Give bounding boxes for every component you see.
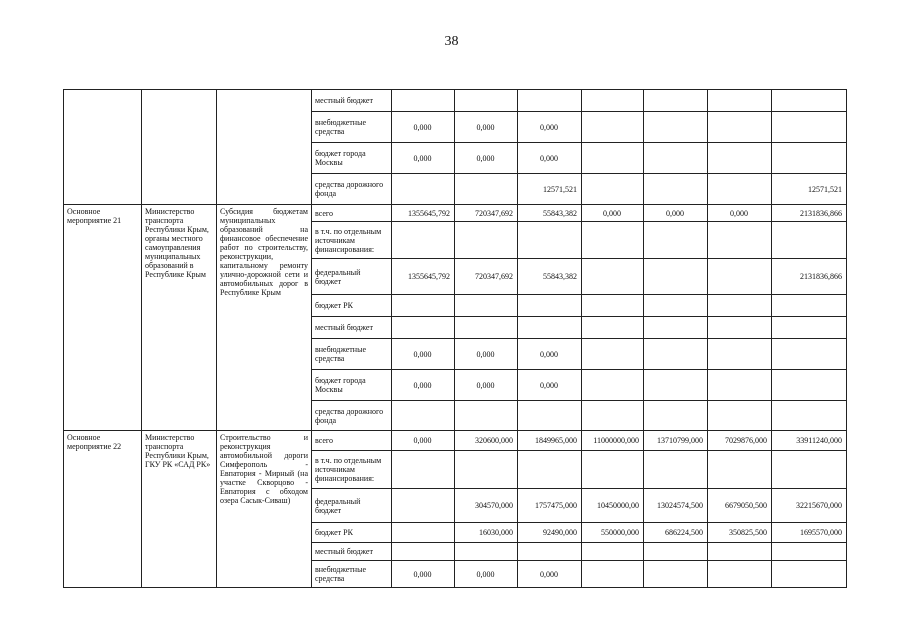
value-cell (582, 174, 644, 205)
source-cell: всего (312, 431, 392, 451)
value-cell: 0,000 (392, 339, 455, 370)
source-cell: в т.ч. по отдельным источникам финансирования: (312, 222, 392, 259)
value-cell (392, 523, 455, 543)
value-cell: 12571,521 (772, 174, 847, 205)
value-cell: 1695570,000 (772, 523, 847, 543)
value-cell: 33911240,000 (772, 431, 847, 451)
source-cell: федеральный бюджет (312, 259, 392, 295)
value-cell (708, 370, 772, 401)
value-cell (455, 543, 518, 561)
value-cell: 16030,000 (455, 523, 518, 543)
value-cell: 55843,382 (518, 259, 582, 295)
value-cell: 12571,521 (518, 174, 582, 205)
value-cell: 55843,382 (518, 205, 582, 222)
value-cell (455, 174, 518, 205)
value-cell (708, 259, 772, 295)
value-cell (518, 90, 582, 112)
name-cell: Основное мероприятие 22 (64, 431, 142, 588)
value-cell (644, 112, 708, 143)
source-cell: бюджет РК (312, 523, 392, 543)
value-cell (644, 143, 708, 174)
value-cell (455, 295, 518, 317)
value-cell (644, 259, 708, 295)
value-cell: 0,000 (392, 370, 455, 401)
source-cell: в т.ч. по отдельным источникам финансирования: (312, 451, 392, 489)
value-cell (582, 451, 644, 489)
value-cell (708, 143, 772, 174)
value-cell (708, 543, 772, 561)
value-cell (518, 317, 582, 339)
value-cell (772, 143, 847, 174)
value-cell (392, 451, 455, 489)
source-cell: бюджет города Москвы (312, 143, 392, 174)
value-cell (455, 451, 518, 489)
value-cell (582, 222, 644, 259)
source-cell: бюджет города Москвы (312, 370, 392, 401)
value-cell (644, 339, 708, 370)
value-cell: 1355645,792 (392, 205, 455, 222)
value-cell: 13024574,500 (644, 489, 708, 523)
value-cell (455, 90, 518, 112)
value-cell: 0,000 (518, 143, 582, 174)
value-cell (582, 543, 644, 561)
value-cell: 0,000 (392, 112, 455, 143)
source-cell: внебюджетные средства (312, 561, 392, 588)
value-cell (518, 222, 582, 259)
value-cell: 0,000 (455, 112, 518, 143)
value-cell (772, 90, 847, 112)
value-cell: 0,000 (644, 205, 708, 222)
value-cell: 0,000 (455, 339, 518, 370)
value-cell (708, 112, 772, 143)
value-cell (772, 401, 847, 431)
value-cell (582, 401, 644, 431)
value-cell (392, 489, 455, 523)
value-cell (582, 295, 644, 317)
executor-cell (142, 90, 217, 205)
value-cell: 350825,500 (708, 523, 772, 543)
value-cell (708, 174, 772, 205)
value-cell: 686224,500 (644, 523, 708, 543)
value-cell (582, 259, 644, 295)
value-cell (772, 112, 847, 143)
source-cell: всего (312, 205, 392, 222)
value-cell (455, 317, 518, 339)
value-cell (582, 90, 644, 112)
value-cell: 2131836,866 (772, 259, 847, 295)
table-row (64, 431, 847, 451)
value-cell (644, 451, 708, 489)
value-cell (392, 90, 455, 112)
value-cell (644, 370, 708, 401)
page-number: 38 (444, 34, 459, 49)
value-cell: 0,000 (392, 143, 455, 174)
value-cell: 7029876,000 (708, 431, 772, 451)
table-row (64, 90, 847, 112)
value-cell (582, 561, 644, 588)
value-cell (772, 295, 847, 317)
source-cell: бюджет РК (312, 295, 392, 317)
description-cell: Субсидия бюджетам муниципальных образований на финансовое обеспечение работ по строительству, реконструкции, капитальному ремонту улично-дорожной сети и автомобильных дорог в Республике Крым (217, 205, 312, 431)
name-cell: Основное мероприятие 21 (64, 205, 142, 431)
executor-cell: Министерство транспорта Республики Крым, ГКУ РК «САД РК» (142, 431, 217, 588)
value-cell (644, 561, 708, 588)
source-cell: внебюджетные средства (312, 112, 392, 143)
value-cell (708, 295, 772, 317)
value-cell: 11000000,000 (582, 431, 644, 451)
value-cell: 1757475,000 (518, 489, 582, 523)
value-cell: 0,000 (518, 370, 582, 401)
value-cell: 92490,000 (518, 523, 582, 543)
value-cell: 0,000 (708, 205, 772, 222)
source-cell: средства дорожного фонда (312, 401, 392, 431)
value-cell (455, 401, 518, 431)
table-row (64, 205, 847, 222)
value-cell: 550000,000 (582, 523, 644, 543)
value-cell (708, 90, 772, 112)
value-cell (644, 174, 708, 205)
value-cell (772, 222, 847, 259)
value-cell (392, 222, 455, 259)
value-cell (392, 317, 455, 339)
value-cell (644, 295, 708, 317)
value-cell (644, 543, 708, 561)
value-cell: 2131836,866 (772, 205, 847, 222)
value-cell (772, 543, 847, 561)
value-cell (708, 339, 772, 370)
source-cell: местный бюджет (312, 317, 392, 339)
value-cell (708, 317, 772, 339)
value-cell: 0,000 (455, 143, 518, 174)
value-cell (392, 543, 455, 561)
value-cell: 0,000 (518, 112, 582, 143)
source-cell: местный бюджет (312, 543, 392, 561)
value-cell: 720347,692 (455, 205, 518, 222)
value-cell (392, 295, 455, 317)
value-cell: 0,000 (392, 431, 455, 451)
value-cell (772, 339, 847, 370)
value-cell (772, 451, 847, 489)
value-cell: 1355645,792 (392, 259, 455, 295)
value-cell (644, 90, 708, 112)
value-cell: 304570,000 (455, 489, 518, 523)
value-cell (644, 401, 708, 431)
value-cell (708, 222, 772, 259)
description-cell: Строительство и реконструкция автомобильной дороги Симферополь - Евпатория - Мирный (на участке Скворцово - Евпатория с обходом озера Сасык-Сиваш) (217, 431, 312, 588)
value-cell (772, 370, 847, 401)
value-cell: 0,000 (455, 370, 518, 401)
value-cell: 13710799,000 (644, 431, 708, 451)
value-cell: 32215670,000 (772, 489, 847, 523)
value-cell: 0,000 (518, 561, 582, 588)
value-cell (644, 317, 708, 339)
value-cell: 0,000 (455, 561, 518, 588)
name-cell (64, 90, 142, 205)
value-cell (392, 174, 455, 205)
description-cell (217, 90, 312, 205)
value-cell (518, 295, 582, 317)
value-cell (518, 401, 582, 431)
value-cell (455, 222, 518, 259)
executor-cell: Министерство транспорта Республики Крым, органы местного самоуправления муниципальных образований в Республике Крым (142, 205, 217, 431)
value-cell (708, 561, 772, 588)
value-cell (582, 317, 644, 339)
value-cell (582, 339, 644, 370)
value-cell (518, 543, 582, 561)
value-cell (518, 451, 582, 489)
value-cell: 0,000 (392, 561, 455, 588)
source-cell: внебюджетные средства (312, 339, 392, 370)
value-cell (772, 561, 847, 588)
value-cell (772, 317, 847, 339)
value-cell: 10450000,00 (582, 489, 644, 523)
value-cell: 0,000 (518, 339, 582, 370)
value-cell: 1849965,000 (518, 431, 582, 451)
source-cell: федеральный бюджет (312, 489, 392, 523)
value-cell (708, 451, 772, 489)
value-cell (582, 370, 644, 401)
financing-table (63, 89, 847, 588)
value-cell: 720347,692 (455, 259, 518, 295)
value-cell (708, 401, 772, 431)
value-cell (582, 143, 644, 174)
value-cell (582, 112, 644, 143)
value-cell (644, 222, 708, 259)
value-cell: 320600,000 (455, 431, 518, 451)
source-cell: местный бюджет (312, 90, 392, 112)
value-cell: 0,000 (582, 205, 644, 222)
value-cell: 6679050,500 (708, 489, 772, 523)
source-cell: средства дорожного фонда (312, 174, 392, 205)
value-cell (392, 401, 455, 431)
